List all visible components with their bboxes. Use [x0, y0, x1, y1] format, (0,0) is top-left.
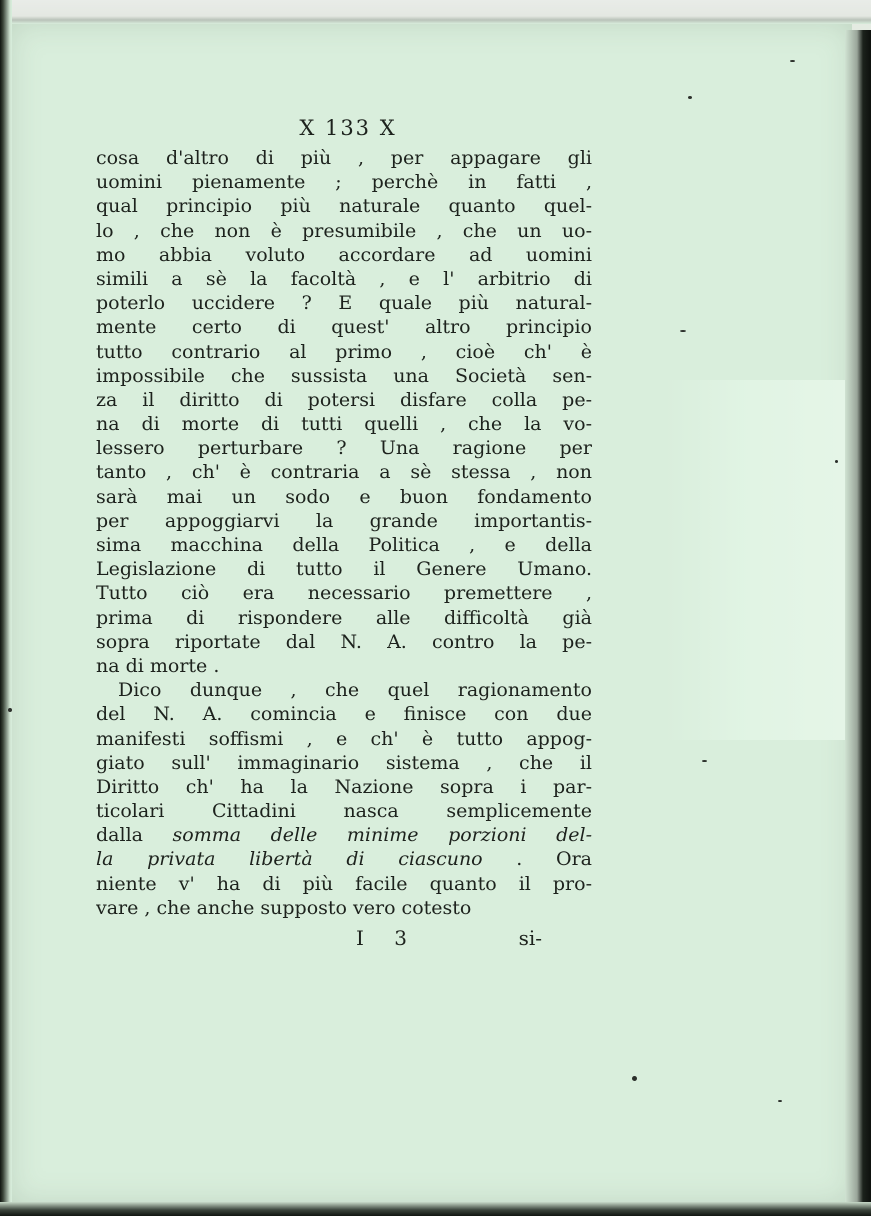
text-line	[96, 315, 592, 339]
text-line	[96, 606, 592, 630]
line-text: sima macchina della Politica , e della	[96, 534, 592, 556]
line-text: . Ora	[482, 848, 592, 871]
text-line	[96, 896, 592, 920]
paper-speck	[790, 60, 795, 62]
line-text: qual principio più naturale quanto quel-	[96, 195, 592, 218]
signature-mark: I 3	[356, 926, 419, 950]
line-text: ticolari Cittadini nasca semplicemente	[96, 800, 592, 823]
text-line	[96, 872, 592, 896]
line-text: mente certo di quest' altro principio	[96, 316, 592, 339]
text-line	[96, 581, 592, 605]
line-text: mo abbia voluto accordare ad uomini	[96, 243, 592, 266]
text-line	[96, 219, 592, 243]
text-line	[96, 485, 592, 509]
text-line	[96, 412, 592, 436]
line-text: cosa d'altro di più , per appagare gli	[96, 147, 592, 169]
line-text: na di morte .	[96, 654, 220, 677]
text-line	[96, 847, 592, 871]
line-text: Tutto ciò era necessario premettere ,	[96, 582, 592, 605]
line-text: impossibile che sussista una Società sen-	[96, 364, 592, 387]
text-line	[96, 533, 592, 557]
line-text: simili a sè la facoltà , e l' arbitrio di	[96, 267, 592, 290]
text-line	[96, 751, 592, 775]
text-line	[96, 557, 592, 581]
text-line	[96, 388, 592, 412]
text-line	[96, 340, 592, 364]
top-page-edge	[0, 0, 871, 24]
text-line	[96, 630, 592, 654]
line-text: Dico dunque , che quel ragionamento	[118, 679, 592, 702]
text-line	[96, 194, 592, 218]
text-line	[96, 291, 592, 315]
text-line	[96, 702, 592, 726]
line-text: uomini pienamente ; perchè in fatti ,	[96, 171, 592, 194]
left-binding-edge	[0, 0, 12, 1216]
text-line	[96, 170, 592, 194]
line-text: del N. A. comincia e finisce con due	[96, 703, 592, 726]
text-line	[96, 460, 592, 484]
line-text: lo , che non è presumibile , che un uo-	[96, 219, 592, 242]
text-line	[96, 267, 592, 291]
paper-speck	[778, 1100, 782, 1102]
paper-speck	[835, 460, 838, 463]
paper-speck	[680, 330, 686, 332]
line-text: za il diritto di potersi disfare colla pe-	[96, 388, 592, 411]
paper-speck	[702, 760, 707, 762]
line-text: manifesti soffismi , e ch' è tutto appog-	[96, 727, 592, 750]
text-line	[96, 678, 592, 702]
line-text: sarà mai un sodo e buon fondamento	[96, 485, 592, 508]
line-text: vare , che anche supposto vero cotesto	[96, 896, 472, 919]
line-text: dalla	[96, 824, 173, 847]
italic-text: somma delle minime porzioni del-	[172, 824, 592, 847]
line-text: prima di rispondere alle difficoltà già	[96, 606, 592, 629]
bottom-page-edge	[0, 1202, 871, 1216]
line-text: per appoggiarvi la grande importantis-	[96, 509, 592, 532]
text-line	[96, 654, 592, 678]
text-line	[96, 775, 592, 799]
text-line	[96, 727, 592, 751]
catchword: si-	[518, 926, 542, 950]
page-light-band	[665, 380, 845, 740]
italic-text: la privata libertà di ciascuno	[96, 848, 483, 871]
paper-speck	[632, 1076, 637, 1081]
page-footer	[96, 924, 592, 958]
text-line	[96, 823, 592, 847]
running-head: X 133 X	[299, 116, 397, 140]
paper-speck	[688, 96, 692, 99]
text-line	[96, 146, 592, 170]
line-text: lessero perturbare ? Una ragione per	[96, 437, 592, 460]
text-lines	[96, 146, 592, 920]
text-line	[96, 243, 592, 267]
line-text: niente v' ha di più facile quanto il pro-	[96, 872, 592, 895]
paper-speck	[8, 708, 12, 712]
line-text: Legislazione di tutto il Genere Umano.	[96, 558, 592, 581]
text-line	[96, 436, 592, 460]
text-line	[96, 509, 592, 533]
text-line	[96, 364, 592, 388]
line-text: tutto contrario al primo , cioè ch' è	[96, 340, 592, 363]
line-text: sopra riportate dal N. A. contro la pe-	[96, 630, 592, 653]
page-text	[96, 110, 592, 958]
line-text: na di morte di tutti quelli , che la vo-	[96, 413, 592, 436]
line-text: tanto , ch' è contraria a sè stessa , non	[96, 461, 592, 484]
text-line	[96, 799, 592, 823]
right-page-edge	[845, 30, 871, 1216]
line-text: giato sull' immaginario sistema , che il	[96, 751, 592, 774]
line-text: poterlo uccidere ? E quale più natural-	[96, 292, 592, 315]
line-text: Diritto ch' ha la Nazione sopra i par-	[96, 775, 592, 798]
